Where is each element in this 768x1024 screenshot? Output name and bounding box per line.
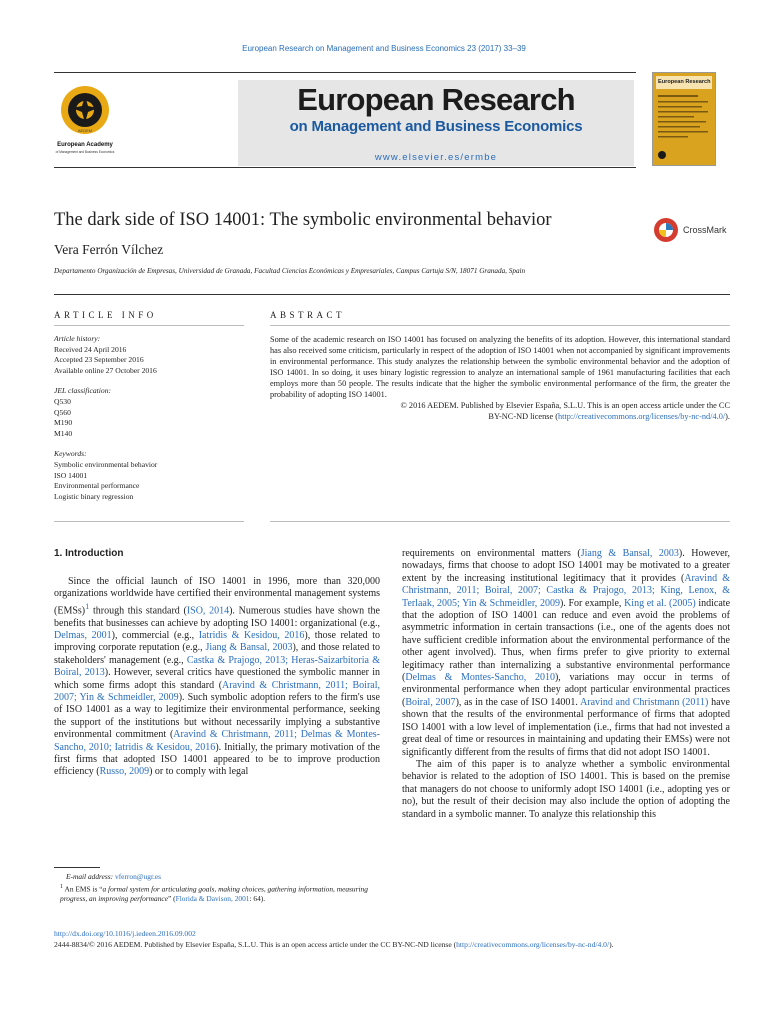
citation-link[interactable]: Jiang & Bansal, 2003 [205, 642, 293, 654]
email-link[interactable]: vferron@ugr.es [115, 872, 162, 881]
jel-code: Q530 [54, 396, 71, 406]
keywords [54, 449, 244, 502]
copyright-license-link[interactable]: http://creativecommons.org/licenses/by-nc-nd/4.0/ [456, 940, 610, 949]
jel-heading: JEL classification: [54, 386, 112, 396]
citation-link[interactable]: Aravind and Christmann (2011) [580, 696, 709, 708]
history-online: Available online 27 October 2016 [54, 365, 157, 375]
journal-subtitle: on Management and Business Economics [289, 118, 583, 135]
citation-link[interactable]: Boiral, 2007 [405, 696, 456, 708]
journal-cover [652, 72, 716, 166]
crossmark-badge[interactable] [653, 214, 729, 246]
footnote-1 [54, 882, 380, 904]
author-affiliation: Departamento Organización de Empresas, Universidad de Granada, Facultad Ciencias Económicas y Empresariales, Campus Cartuja S/N, 18071 Granada, Spain [54, 267, 526, 275]
citation-link[interactable]: Iatridis & Kesidou, 2016 [198, 629, 305, 641]
footnote-rule [54, 867, 100, 868]
abstract-bottom-rule [270, 521, 730, 522]
footnote-post: ” ( [167, 894, 176, 904]
keyword: Logistic binary regression [54, 491, 134, 501]
citation-link[interactable]: Aravind & Christmann, 2011; Boiral, 2007; Castka & Prajogo, 2013; King, Lenox, & Terlaak, 2005; Yin & Schmeidler, 2009 [402, 572, 730, 609]
svg-text:CrossMark: CrossMark [683, 225, 727, 235]
keywords-heading: Keywords: [54, 449, 87, 459]
citation-link[interactable]: King et al. (2005) [624, 597, 696, 609]
abstract-label: ABSTRACT [270, 310, 346, 320]
citation-link[interactable]: Delmas, 2001 [54, 629, 112, 641]
body-paragraph: Since the official launch of ISO 14001 in 1996, more than 320,000 organizations worldwide have certified their environmental management systems (EMSs)$^1$ through this standard (ISO, 2014). Numerous studies have shown the benefits that businesses can achieve by adopting ISO 14001: organizational (e.g., Delmas, 2001), commercial (e.g., Iatridis & Kesidou, 2016), those related to improving corporate reputation (e.g., Jiang & Bansal, 2003), and those related to stakeholders' management (e.g., Castka & Prajogo, 2013; Heras-Saizarbitoria & Boiral, 2013). However, several critics have questioned the symbolic manner in which some firms adopt this standard (Aravind & Christmann, 2011; Boiral, 2007; Yin & Schmeidler, 2009). Such symbolic adoption refers to the firm's use of ISO 14001 as a way to legitimize their environmental performance, seeking the support of the institutions but without necessarily implying a substantive environmental commitment (Aravind & Christmann, 2011; Delmas & Montes-Sancho, 2010; Iatridis & Kesidou, 2016). Initially, the primary motivation of the first firms that adopted ISO 14001 appeared to be to improve production efficiency (Russo, 2009) or to comply with legal [54, 576, 381, 778]
article-info-label: ARTICLE INFO [54, 310, 157, 320]
copyright-end: ). [609, 940, 614, 949]
body-paragraph: The aim of this paper is to analyze whether a symbolic environmental behavior is related to the adoption of ISO 14001. This is based on the premise that managers do not choose to uniformly adopt ISO 14001 (i.e., adopting yes or no), but the result of their decision may also include the option of adopting the standard in a symbolic manner. To analyze this relationship this [402, 758, 730, 820]
history-received: Received 24 April 2016 [54, 344, 127, 354]
journal-reference[interactable]: European Research on Management and Business Economics 23 (2017) 33–39 [242, 44, 526, 53]
jel-code: Q560 [54, 407, 71, 417]
abstract-text: Some of the academic research on ISO 14001 has focused on analyzing the benefits of its adoption. However, this international standard has also received some criticism, particularly in respect of the adoption of ISO 14001 when not accompanied by significant improvements in environmental performance. This study analyzes the relationship between the symbolic environmental behavior and the adoption of ISO 14001. In so doing, it uses binary logistic regression to analyze an international sample of 1961 manufacturing facilities that each employs more than 50 people. The results indicate that the higher the symbolic environmental performance of the firm, the greater the probability of adopting ISO 14001. [270, 335, 730, 399]
article-title: The dark side of ISO 14001: The symbolic environmental behavior [54, 210, 552, 230]
svg-text:of Management and Business Eco: of Management and Business Economics [55, 150, 115, 154]
footnotes [54, 872, 380, 904]
citation-link[interactable]: Aravind & Christmann, 2011; Delmas & Montes-Sancho, 2010; Iatridis & Kesidou, 2016 [54, 729, 380, 753]
citation-link[interactable]: Russo, 2009 [99, 766, 150, 778]
svg-text:European Research: European Research [658, 79, 711, 85]
svg-text:AEDEM: AEDEM [77, 128, 93, 133]
email-label: E-mail address: [66, 872, 114, 881]
jel-code: M140 [54, 428, 73, 438]
citation-link[interactable]: ISO, 2014 [186, 605, 230, 617]
abstract-divider [270, 325, 730, 326]
license-line-2: BY-NC-ND license ( [488, 412, 559, 421]
citation-link[interactable]: Delmas & Montes-Sancho, 2010 [405, 672, 555, 684]
history-heading: Article history: [54, 334, 101, 343]
aedem-logo [54, 80, 116, 162]
page-footer [54, 928, 730, 950]
body-paragraph: requirements on environmental matters (Jiang & Bansal, 2003). However, nowadays, firms that choose to adopt ISO 14001 may be motivated to a greater extent by the increasing institutional legitimacy that it provides (Aravind & Christmann, 2011; Boiral, 2007; Castka & Prajogo, 2013; King, Lenox, & Terlaak, 2005; Yin & Schmeidler, 2009). For example, King et al. (2005) indicate that the adoption of ISO 14001 can reduce and even avoid the problems of asymmetric information in certain transactions (i.e., one of the agents does not have sufficient credible information about the environmental performance of the other agent involved). Thus, when firms prefer to give priority to external legitimacy rather than internalizing a substantive environmental performance (Delmas & Montes-Sancho, 2010), variations may occur in terms of environmental performance when they adopt particular environmental practices (Boiral, 2007), as in the case of ISO 14001. Aravind and Christmann (2011) have shown that the results of the environmental performance of firms that adopted ISO 14001 with a low level of implementation (i.e., firms that had not invested a great deal of time or resources in maintaining and updating their EMSs) were not significantly different from the results of firms that did not adopt ISO 14001. [402, 548, 731, 758]
section-heading: 1. Introduction [54, 548, 124, 559]
copyright-text: 2444-8834/© 2016 AEDEM. Published by Elsevier España, S.L.U. This is an open access article under the CC BY-NC-ND license ( [54, 940, 457, 949]
license-line-3: ). [725, 412, 730, 421]
footnote-quote: a formal system for articulating goals, making choices, gathering information, measuring progress, an improving performance [60, 884, 368, 904]
keyword: Symbolic environmental behavior [54, 459, 158, 469]
article-history [54, 334, 244, 376]
copyright-line [54, 939, 730, 950]
history-accepted: Accepted 23 September 2016 [54, 355, 144, 365]
abstract [270, 334, 730, 422]
header-divider [54, 294, 730, 295]
info-divider [54, 325, 244, 326]
body-column-right [402, 548, 730, 821]
keyword: ISO 14001 [54, 470, 88, 480]
svg-text:European Academy: European Academy [57, 142, 113, 148]
jel-code: M190 [54, 418, 73, 428]
body-column-left [54, 576, 380, 779]
email-footnote [54, 872, 380, 882]
citation-link[interactable]: Jiang & Bansal, 2003 [580, 548, 679, 559]
keyword: Environmental performance [54, 481, 140, 491]
info-bottom-rule [54, 521, 244, 522]
footnote-mark: 1 [60, 884, 64, 890]
footnote-end: : 64). [249, 894, 266, 904]
license-link[interactable]: http://creativecommons.org/licenses/by-nc-nd/4.0/ [558, 412, 726, 421]
citation-link[interactable]: Aravind & Christmann, 2011; Boiral, 2007; Yin & Schmeidler, 2009 [54, 679, 380, 703]
abstract-license [270, 400, 730, 422]
article-author: Vera Ferrón Vílchez [54, 242, 164, 257]
citation-link[interactable]: Castka & Prajogo, 2013; Heras-Saizarbitoria & Boiral, 2013 [54, 654, 380, 679]
article-info [54, 334, 244, 512]
jel-classification [54, 386, 244, 439]
journal-url[interactable]: www.elsevier.es/ermbe [374, 152, 498, 163]
doi-link[interactable]: http://dx.doi.org/10.1016/j.iedeen.2016.09.002 [54, 929, 196, 938]
footnote-citation[interactable]: Florida & Davison, 2001 [175, 894, 250, 904]
footnote-pre: An EMS is “ [63, 884, 103, 894]
journal-title: European Research [297, 82, 575, 117]
license-line-1: © 2016 AEDEM. Published by Elsevier España, S.L.U. This is an open access article under the CC [400, 401, 730, 410]
